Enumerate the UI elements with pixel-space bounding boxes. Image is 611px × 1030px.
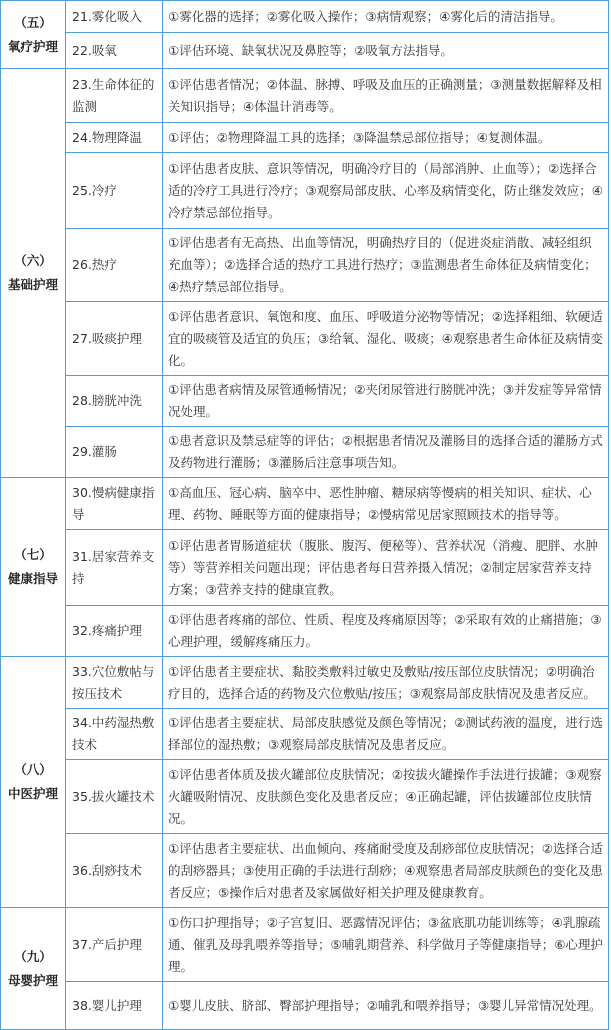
item-name: 36.刮痧技术 <box>66 834 163 908</box>
item-description: ①评估患者病情及尿管通畅情况；②夹闭尿管进行膀胱冲洗；③并发症等异常情况处理。 <box>163 376 609 427</box>
item-description: ①评估患者有无高热、出血等情况，明确热疗目的（促进炎症消散、减轻组织充血等）；②选择合适的热疗工具进行热疗；③监测患者生命体征及病情变化；④热疗禁忌部位指导。 <box>163 229 609 302</box>
table-body <box>1 1 609 1030</box>
item-description: ①评估患者主要症状、局部皮肤感觉及颜色等情况；②测试药液的温度，进行选择部位的湿热敷；③观察局部皮肤情况及患者反应。 <box>163 709 609 760</box>
category-cell <box>1 657 66 908</box>
item-name: 35.拔火罐技术 <box>66 760 163 834</box>
item-description: ①评估环境、缺氧状况及鼻腔等；②吸氧方法指导。 <box>163 33 609 69</box>
item-description: ①患者意识及禁忌症等的评估；②根据患者情况及灌肠目的选择合适的灌肠方式及药物进行灌肠；③灌肠后注意事项告知。 <box>163 427 609 478</box>
category-number: （六） <box>14 253 52 268</box>
item-description: ①评估患者皮肤、意识等情况，明确冷疗目的（局部消肿、止血等）；②选择合适的冷疗工具进行冷疗；③观察局部皮肤、心率及病情变化，防止继发效应；④冷疗禁忌部位指导。 <box>163 153 609 229</box>
item-description: ①评估患者主要症状、出血倾向、疼痛耐受度及刮痧部位皮肤情况；②选择合适的刮痧器具；③使用正确的手法进行刮痧；④观察患者局部皮肤颜色的变化及患者反应；⑤操作后对患者及家属做好相关护理及健康教育。 <box>163 834 609 908</box>
item-name: 37.产后护理 <box>66 908 163 982</box>
item-name: 23.生命体征的监测 <box>66 69 163 123</box>
table-row <box>1 760 609 834</box>
item-name: 21.雾化吸入 <box>66 1 163 33</box>
category-name: 母婴护理 <box>7 972 58 988</box>
category-name: 健康指导 <box>7 571 58 586</box>
category-number: （八） <box>14 762 52 777</box>
item-description: ①评估患者体质及拔火罐部位皮肤情况；②按拔火罐操作手法进行拔罐；③观察火罐吸附情况、皮肤颜色变化及患者反应；④正确起罐，评估拔罐部位皮肤情况。 <box>163 760 609 834</box>
item-name: 33.穴位敷帖与按压技术 <box>66 657 163 709</box>
table-row <box>1 376 609 427</box>
item-name: 28.膀胱冲洗 <box>66 376 163 427</box>
item-name: 31.居家营养支持 <box>66 530 163 606</box>
category-cell <box>1 1 66 69</box>
table-row <box>1 229 609 302</box>
item-description: ①评估；②物理降温工具的选择；③降温禁忌部位指导；④复测体温。 <box>163 123 609 153</box>
item-name: 25.冷疗 <box>66 153 163 229</box>
table-row <box>1 302 609 376</box>
category-number: （七） <box>14 547 52 562</box>
item-description: ①婴儿皮肤、脐部、臀部护理指导；②哺乳和喂养指导；③婴儿异常情况处理。 <box>163 982 609 1030</box>
table-row <box>1 153 609 229</box>
category-cell <box>1 478 66 657</box>
table-row <box>1 834 609 908</box>
item-name: 38.婴儿护理 <box>66 982 163 1030</box>
table-row <box>1 657 609 709</box>
table-row <box>1 33 609 69</box>
item-description: ①伤口护理指导；②子宫复旧、恶露情况评估；③盆底肌功能训练等；④乳腺疏通、催乳及母乳喂养等指导；⑤哺乳期营养、科学做月子等健康指导；⑥心理护理。 <box>163 908 609 982</box>
item-description: ①评估患者疼痛的部位、性质、程度及疼痛原因等；②采取有效的止痛措施；③心理护理，缓解疼痛压力。 <box>163 606 609 657</box>
table-row <box>1 123 609 153</box>
table-row <box>1 709 609 760</box>
table-row <box>1 69 609 123</box>
table-row <box>1 982 609 1030</box>
category-name: 基础护理 <box>7 277 58 292</box>
item-name: 24.物理降温 <box>66 123 163 153</box>
table-row <box>1 908 609 982</box>
item-name: 27.吸痰护理 <box>66 302 163 376</box>
category-cell <box>1 908 66 1030</box>
table-row <box>1 530 609 606</box>
category-cell <box>1 69 66 478</box>
item-description: ①评估患者情况；②体温、脉搏、呼吸及血压的正确测量；③测量数据解释及相关知识指导；④体温计消毒等。 <box>163 69 609 123</box>
table-row <box>1 427 609 478</box>
item-name: 29.灌肠 <box>66 427 163 478</box>
item-description: ①评估患者胃肠道症状（腹胀、腹泻、便秘等）、营养状况（消瘦、肥胖、水肿等）等营养相关问题出现；评估患者每日营养摄入情况；②制定居家营养支持方案；③营养支持的健康宣教。 <box>163 530 609 606</box>
category-number: （五） <box>14 14 52 30</box>
category-number: （九） <box>14 948 52 964</box>
item-description: ①评估患者意识、氧饱和度、血压、呼吸道分泌物等情况；②选择粗细、软硬适宜的吸痰管及适宜的负压；③给氧、湿化、吸痰；④观察患者生命体征及病情变化。 <box>163 302 609 376</box>
table-row <box>1 606 609 657</box>
table-row <box>1 478 609 530</box>
item-name: 34.中药湿热敷技术 <box>66 709 163 760</box>
category-name: 氧疗护理 <box>7 38 58 54</box>
table-row <box>1 1 609 33</box>
item-name: 30.慢病健康指导 <box>66 478 163 530</box>
item-name: 26.热疗 <box>66 229 163 302</box>
item-name: 22.吸氧 <box>66 33 163 69</box>
item-description: ①高血压、冠心病、脑卒中、恶性肿瘤、糖尿病等慢病的相关知识、症状、心理、药物、睡眠等方面的健康指导；②慢病常见居家照顾技术的指导等。 <box>163 478 609 530</box>
item-description: ①评估患者主要症状、黏胶类敷料过敏史及敷贴/按压部位皮肤情况；②明确治疗目的，选择合适的药物及穴位敷贴/按压；③观察局部皮肤情况及患者反应。 <box>163 657 609 709</box>
category-name: 中医护理 <box>7 786 58 801</box>
item-name: 32.疼痛护理 <box>66 606 163 657</box>
item-description: ①雾化器的选择；②雾化吸入操作；③病情观察；④雾化后的清洁指导。 <box>163 1 609 33</box>
